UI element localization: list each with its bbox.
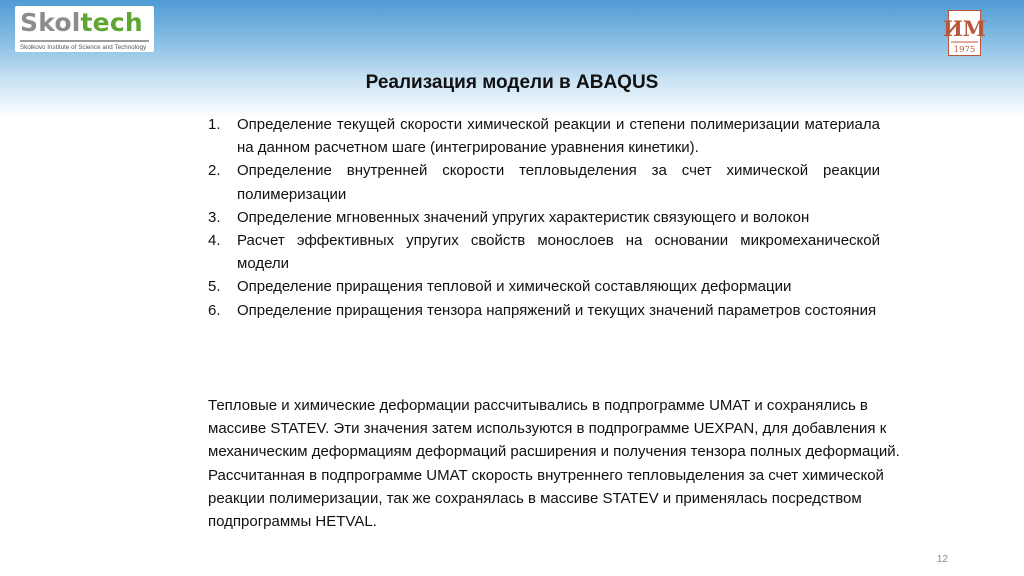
steps-list (208, 113, 880, 322)
list-item-text: Определение внутренней скорости тепловыделения за счет химической реакции полимеризации (237, 162, 880, 203)
list-item-text: Определение приращения тепловой и химической составляющих деформации (237, 278, 792, 296)
skoltech-wordmark: Skoltech (20, 8, 143, 37)
list-item (208, 206, 880, 229)
list-item-number: 5. (208, 278, 221, 296)
list-item-text: Определение мгновенных значений упругих характеристик связующего и волокон (237, 208, 810, 226)
list-item-text: Расчет эффективных упругих свойств монослоев на основании микромеханической модели (237, 232, 880, 273)
list-item-number: 3. (208, 208, 221, 226)
logo-divider (20, 40, 149, 42)
list-item (208, 113, 880, 159)
list-item-text: Определение приращения тензора напряжений и текущих значений параметров состояния (237, 301, 877, 319)
emblem-year: 1975 (953, 45, 976, 55)
list-item-text: Определение текущей скорости химической реакции и степени полимеризации материала на данном расчетном шаге (интегрирование уравнения кинетики). (237, 116, 880, 157)
emblem-icon (942, 11, 987, 55)
page-number: 12 (936, 554, 948, 565)
list-item-number: 6. (208, 301, 221, 319)
list-item-number: 1. (208, 116, 221, 133)
emblem-letters: ИМ (942, 16, 987, 41)
slide-title: Реализация модели в ABAQUS (365, 72, 659, 93)
list-item (208, 229, 880, 275)
institute-emblem-logo (942, 10, 987, 56)
list-item (208, 299, 880, 322)
description-paragraph: Тепловые и химические деформации рассчитывались в подпрограмме UMAT и сохранялись в массиве STATEV. Эти значения затем используются в подпрограмме UEXPAN, для добавления к механическим деформациям деформаций расширения и получения тензора полных деформаций. Рассчитанная в подпрограмме UMAT скорость внутреннего тепловыделения за счет химической реакции полимеризации, так же сохранялась в массиве STATEV и применялась посредством подпрограммы HETVAL. (208, 397, 900, 531)
skoltech-logo (15, 6, 154, 52)
list-item-number: 2. (208, 162, 221, 180)
list-item (208, 159, 880, 205)
list-item (208, 275, 880, 298)
list-item-number: 4. (208, 232, 221, 250)
skoltech-subtitle: Skolkovo Institute of Science and Technology (20, 43, 147, 51)
